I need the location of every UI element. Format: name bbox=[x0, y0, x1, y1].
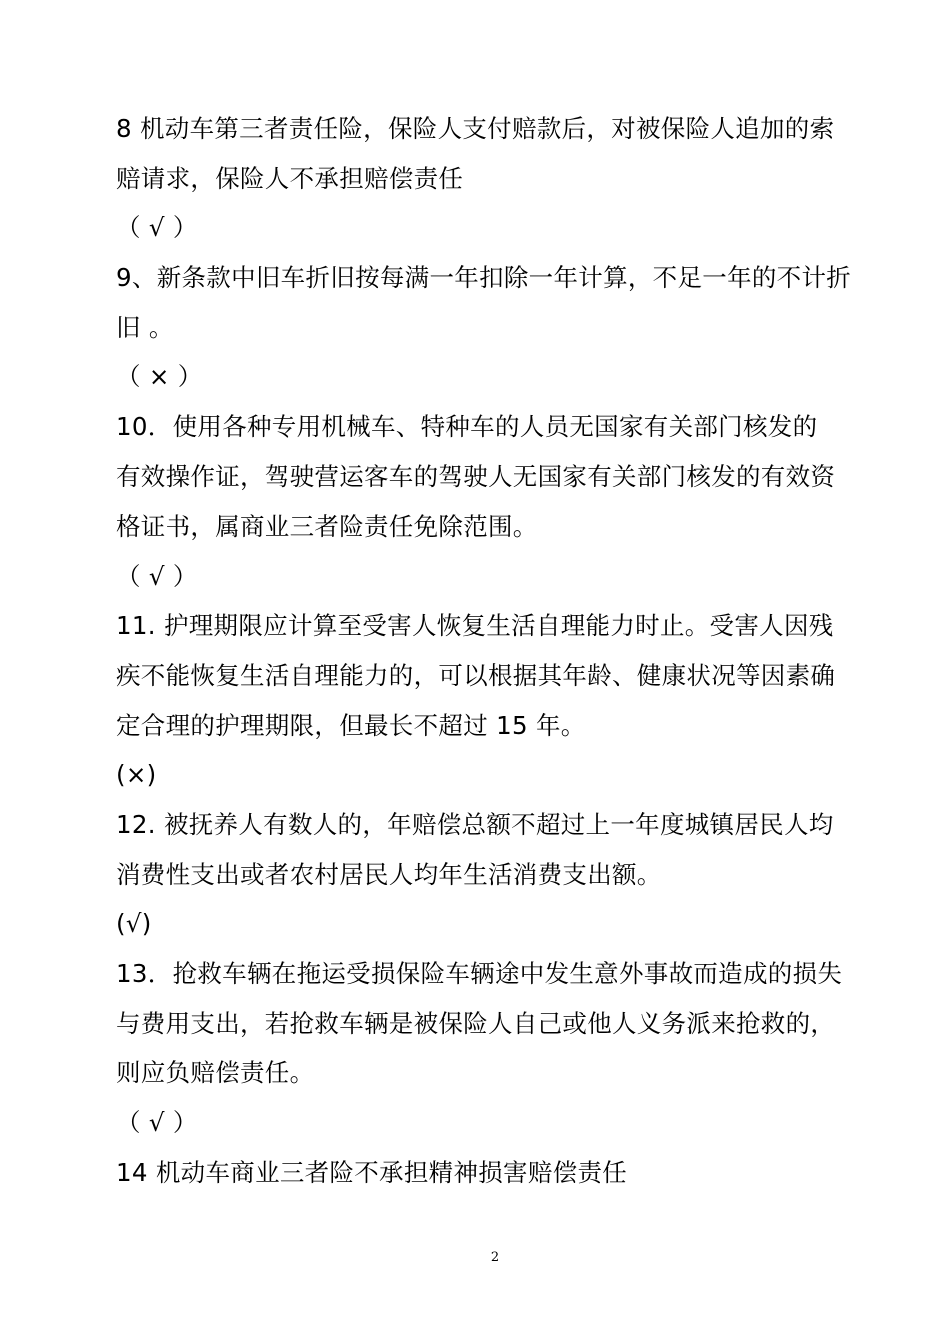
text-line: 10．使用各种专用机械车、特种车的人员无国家有关部门核发的 bbox=[116, 412, 818, 441]
text-line: 12. 被抚养人有数人的，年赔偿总额不超过上一年度城镇居民人均 bbox=[116, 810, 834, 839]
text-line: 与费用支出，若抢救车辆是被保险人自己或他人义务派来抢救的， bbox=[116, 1009, 836, 1038]
text-line: 则应负赔偿责任。 bbox=[116, 1058, 315, 1087]
text-line: 11. 护理期限应计算至受害人恢复生活自理能力时止。受害人因残 bbox=[116, 611, 834, 640]
text-line: 9、新条款中旧车折旧按每满一年扣除一年计算，不足一年的不计折 bbox=[116, 263, 852, 292]
answer-mark: (√) bbox=[116, 909, 152, 938]
text-line: 定合理的护理期限，但最长不超过 15 年。 bbox=[116, 711, 586, 740]
text-line: 旧 。 bbox=[116, 313, 174, 342]
text-line: 13．抢救车辆在拖运受损保险车辆途中发生意外事故而造成的损失 bbox=[116, 959, 843, 988]
text-line: 消费性支出或者农村居民人均年生活消费支出额。 bbox=[116, 860, 662, 889]
page-number: 2 bbox=[490, 1250, 500, 1265]
answer-mark: （ √ ） bbox=[116, 562, 198, 591]
text-line: 14 机动车商业三者险不承担精神损害赔偿责任 bbox=[116, 1158, 628, 1187]
answer-mark: （ × ） bbox=[116, 362, 203, 391]
answer-mark: （ √ ） bbox=[116, 1108, 198, 1137]
text-line: 有效操作证，驾驶营运客车的驾驶人无国家有关部门核发的有效资 bbox=[116, 462, 836, 491]
answer-mark: (×) bbox=[116, 760, 157, 789]
text-line: 赔请求，保险人不承担赔偿责任 bbox=[116, 164, 464, 193]
answer-mark: （ √ ） bbox=[116, 213, 198, 242]
text-line: 疾不能恢复生活自理能力的，可以根据其年龄、健康状况等因素确 bbox=[116, 661, 836, 690]
text-line: 8 机动车第三者责任险，保险人支付赔款后，对被保险人追加的索 bbox=[116, 114, 835, 143]
text-line: 格证书，属商业三者险责任免除范围。 bbox=[116, 512, 538, 541]
